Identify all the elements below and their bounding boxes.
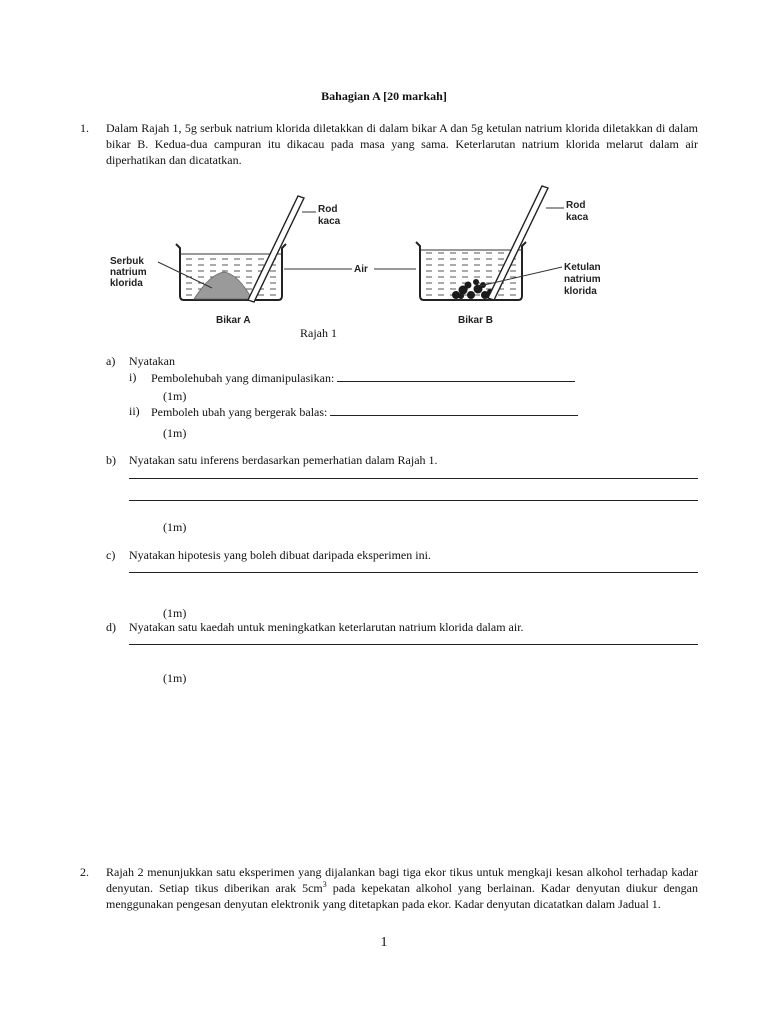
part-a-ii-mark: (1m) bbox=[163, 426, 187, 440]
svg-text:Rod: Rod bbox=[318, 204, 338, 215]
question-1-text: Dalam Rajah 1, 5g serbuk natrium klorida diletakkan di dalam bikar A dan 5g ketulan natrium klorida diletakkan di dalam bikar B. Kedua-dua campuran itu dikacau pada masa yang sama. Keterlarutan natrium klorida melarut dalam air diperhatikan dan dicatatkan. bbox=[106, 121, 698, 167]
question-2-text bbox=[106, 864, 698, 912]
svg-text:Ketulan: Ketulan bbox=[564, 262, 601, 273]
svg-text:klorida: klorida bbox=[564, 286, 597, 297]
part-c-mark: (1m) bbox=[163, 606, 187, 620]
svg-text:Serbuk: Serbuk bbox=[110, 256, 144, 267]
part-a-ii-text: Pemboleh ubah yang bergerak balas: bbox=[151, 405, 328, 419]
svg-text:kaca: kaca bbox=[318, 216, 341, 227]
part-a-i-text: Pembolehubah yang dimanipulasikan: bbox=[151, 371, 335, 385]
part-a-ii-row bbox=[151, 403, 578, 420]
question-2-text-end: pada kepekatan alkohol yang berlainan. Kadar denyutan diukur dengan menggunakan pengesan denyutan elektronik yang ditetapkan pada ekor. Kadar denyutan dicatatkan dalam Jadual 1. bbox=[106, 881, 698, 911]
part-b-label: b) bbox=[106, 453, 116, 467]
part-a-label: a) bbox=[106, 354, 116, 368]
beaker-a bbox=[176, 196, 304, 302]
part-b-text: Nyatakan satu inferens berdasarkan pemerhatian dalam Rajah 1. bbox=[129, 453, 438, 467]
part-d-label: d) bbox=[106, 620, 116, 634]
part-d-text: Nyatakan satu kaedah untuk meningkatkan keterlarutan natrium klorida dalam air. bbox=[129, 620, 524, 634]
ketulan-label bbox=[564, 262, 601, 297]
part-a-i-label: i) bbox=[129, 370, 137, 384]
air-label: Air bbox=[354, 264, 368, 275]
part-b-mark: (1m) bbox=[163, 520, 187, 534]
part-d-mark: (1m) bbox=[163, 671, 187, 685]
part-c-label: c) bbox=[106, 548, 116, 562]
section-title: Bahagian A [20 markah] bbox=[321, 89, 447, 103]
beaker-b bbox=[416, 186, 548, 300]
answer-line-b-1[interactable] bbox=[129, 478, 698, 479]
svg-text:natrium: natrium bbox=[110, 267, 147, 278]
serbuk-label bbox=[110, 256, 147, 289]
answer-line-d[interactable] bbox=[129, 644, 698, 645]
rod-kaca-label-b bbox=[566, 200, 589, 223]
question-1-number: 1. bbox=[80, 121, 89, 135]
bikar-b-label: Bikar B bbox=[458, 315, 494, 326]
answer-line-b-2[interactable] bbox=[129, 500, 698, 501]
part-a-i-row bbox=[151, 369, 575, 386]
answer-line-a-ii[interactable] bbox=[330, 403, 578, 416]
part-a-ii-label: ii) bbox=[129, 404, 140, 418]
bikar-a-label: Bikar A bbox=[216, 315, 251, 326]
svg-text:Rod: Rod bbox=[566, 200, 586, 211]
answer-line-a-i[interactable] bbox=[337, 369, 575, 382]
rajah-1-diagram bbox=[100, 178, 620, 338]
rod-kaca-label-a bbox=[318, 204, 341, 227]
part-c-text: Nyatakan hipotesis yang boleh dibuat daripada eksperimen ini. bbox=[129, 548, 431, 562]
question-2-text-start: Rajah 2 menunjukkan satu eksperimen yang dijalankan bagi tiga ekor tikus untuk mengkaji kesan alkohol terhadap kadar denyutan. Setiap tikus diberikan arak 5cm bbox=[106, 865, 698, 895]
part-a-text: Nyatakan bbox=[129, 354, 175, 368]
figure-caption: Rajah 1 bbox=[300, 326, 337, 340]
answer-line-c[interactable] bbox=[129, 572, 698, 573]
page-number: 1 bbox=[380, 935, 388, 950]
svg-text:natrium: natrium bbox=[564, 274, 601, 285]
svg-text:klorida: klorida bbox=[110, 278, 143, 289]
question-2-number: 2. bbox=[80, 865, 89, 879]
part-a-i-mark: (1m) bbox=[163, 389, 187, 403]
question-2-superscript: 3 bbox=[322, 880, 327, 889]
svg-text:kaca: kaca bbox=[566, 212, 589, 223]
